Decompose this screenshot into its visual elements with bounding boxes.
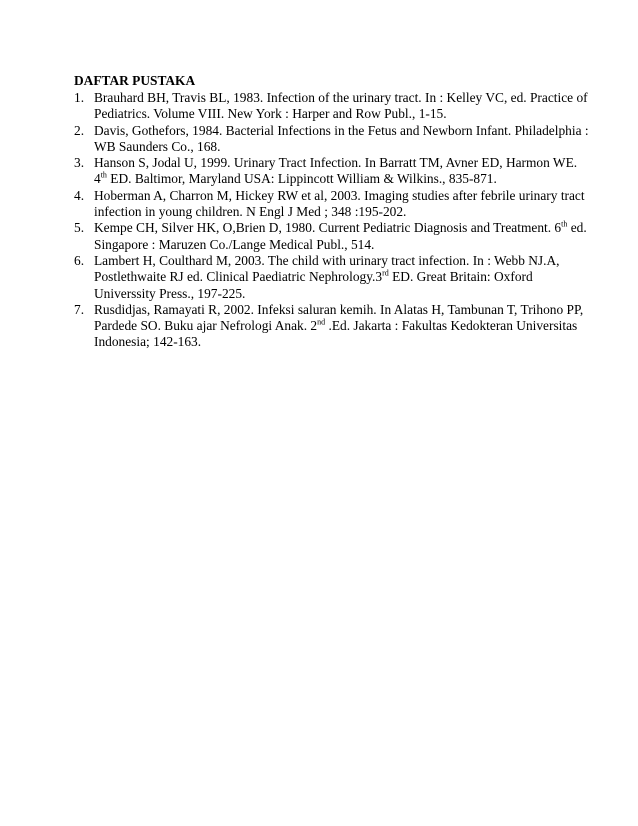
superscript-text: th: [561, 219, 568, 229]
reference-text: [94, 188, 585, 221]
reference-number: 4.: [74, 187, 85, 203]
reference-text-segment: Hanson S, Jodal U, 1999. Urinary Tract Infection. In Barratt TM, Avner ED, Harmon WE.: [94, 155, 578, 171]
reference-number: 5.: [74, 220, 85, 236]
reference-line: [94, 220, 587, 236]
reference-text-segment: WB Saunders Co., 168.: [94, 138, 221, 154]
reference-line: [94, 139, 589, 155]
document-content: [74, 72, 589, 351]
reference-line: [94, 90, 588, 106]
reference-line: [94, 123, 589, 139]
reference-text-segment: Rusdidjas, Ramayati R, 2002. Infeksi saluran kemih. In Alatas H, Tambunan T, Trihono PP,: [94, 301, 584, 317]
superscript-text: rd: [382, 268, 389, 278]
reference-line: [94, 106, 588, 122]
reference-text-segment: Universsity Press., 197-225.: [94, 285, 246, 301]
reference-line: [94, 204, 585, 220]
reference-text-segment: Postlethwaite RJ ed. Clinical Paediatric Nephrology.3: [94, 269, 383, 285]
superscript-text: nd: [317, 317, 326, 327]
reference-item: [74, 155, 578, 188]
reference-text: [94, 302, 583, 351]
reference-text-segment: Kempe CH, Silver HK, O,Brien D, 1980. Current Pediatric Diagnosis and Treatment. 6: [94, 220, 562, 236]
reference-text-segment: Indonesia; 142-163.: [94, 334, 202, 350]
reference-text-segment: .Ed. Jakarta : Fakultas Kedokteran Universitas: [325, 318, 578, 334]
reference-number: 7.: [74, 301, 85, 317]
reference-text: [94, 155, 577, 188]
reference-text-segment: 4: [94, 171, 101, 187]
reference-line: [94, 253, 564, 269]
reference-number: 6.: [74, 252, 85, 268]
superscript-text: th: [100, 171, 107, 181]
reference-text: [94, 90, 588, 123]
reference-line: [94, 171, 577, 187]
reference-list: [74, 90, 589, 351]
reference-text-segment: Singapore : Maruzen Co./Lange Medical Publ., 514.: [94, 236, 375, 252]
reference-item: [74, 187, 585, 221]
reference-text-segment: infection in young children. N Engl J Med ; 348 :195-202.: [94, 204, 407, 220]
page-title: DAFTAR PUSTAKA: [74, 73, 196, 88]
reference-text-segment: Pediatrics. Volume VIII. New York : Harper and Row Publ., 1-15.: [94, 106, 447, 122]
reference-item: [74, 301, 584, 351]
reference-line: [94, 318, 583, 334]
reference-text-segment: ED. Great Britain: Oxford: [388, 269, 533, 285]
reference-text-segment: Brauhard BH, Travis BL, 1983. Infection of the urinary tract. In : Kelley VC, ed. Practice of: [94, 90, 588, 105]
reference-text-segment: Hoberman A, Charron M, Hickey RW et al, 2003. Imaging studies after febrile urinary tract: [94, 187, 585, 203]
reference-text-segment: ED. Baltimor, Maryland USA: Lippincott William & Wilkins., 835-871.: [106, 171, 497, 187]
reference-item: [74, 253, 564, 302]
reference-line: [94, 237, 587, 253]
reference-item: [74, 219, 587, 253]
reference-item: [74, 122, 589, 156]
reference-text-segment: ed.: [567, 220, 587, 236]
reference-item: [74, 90, 588, 123]
reference-text: [94, 220, 587, 253]
reference-line: [94, 269, 564, 285]
reference-line: [94, 334, 583, 350]
reference-number: 1.: [74, 90, 85, 105]
reference-text-segment: Lambert H, Coulthard M, 2003. The child with urinary tract infection. In : Webb NJ.A,: [94, 252, 560, 268]
reference-line: [94, 286, 564, 302]
reference-line: [94, 302, 583, 318]
reference-line: [94, 188, 585, 204]
reference-text: [94, 253, 564, 302]
reference-number: 3.: [74, 155, 85, 171]
reference-text: [94, 123, 589, 156]
reference-text-segment: Pardede SO. Buku ajar Nefrologi Anak. 2: [94, 318, 318, 334]
reference-number: 2.: [74, 122, 85, 138]
reference-line: [94, 155, 577, 171]
reference-text-segment: Davis, Gothefors, 1984. Bacterial Infections in the Fetus and Newborn Infant. Philadelphia :: [94, 122, 589, 138]
